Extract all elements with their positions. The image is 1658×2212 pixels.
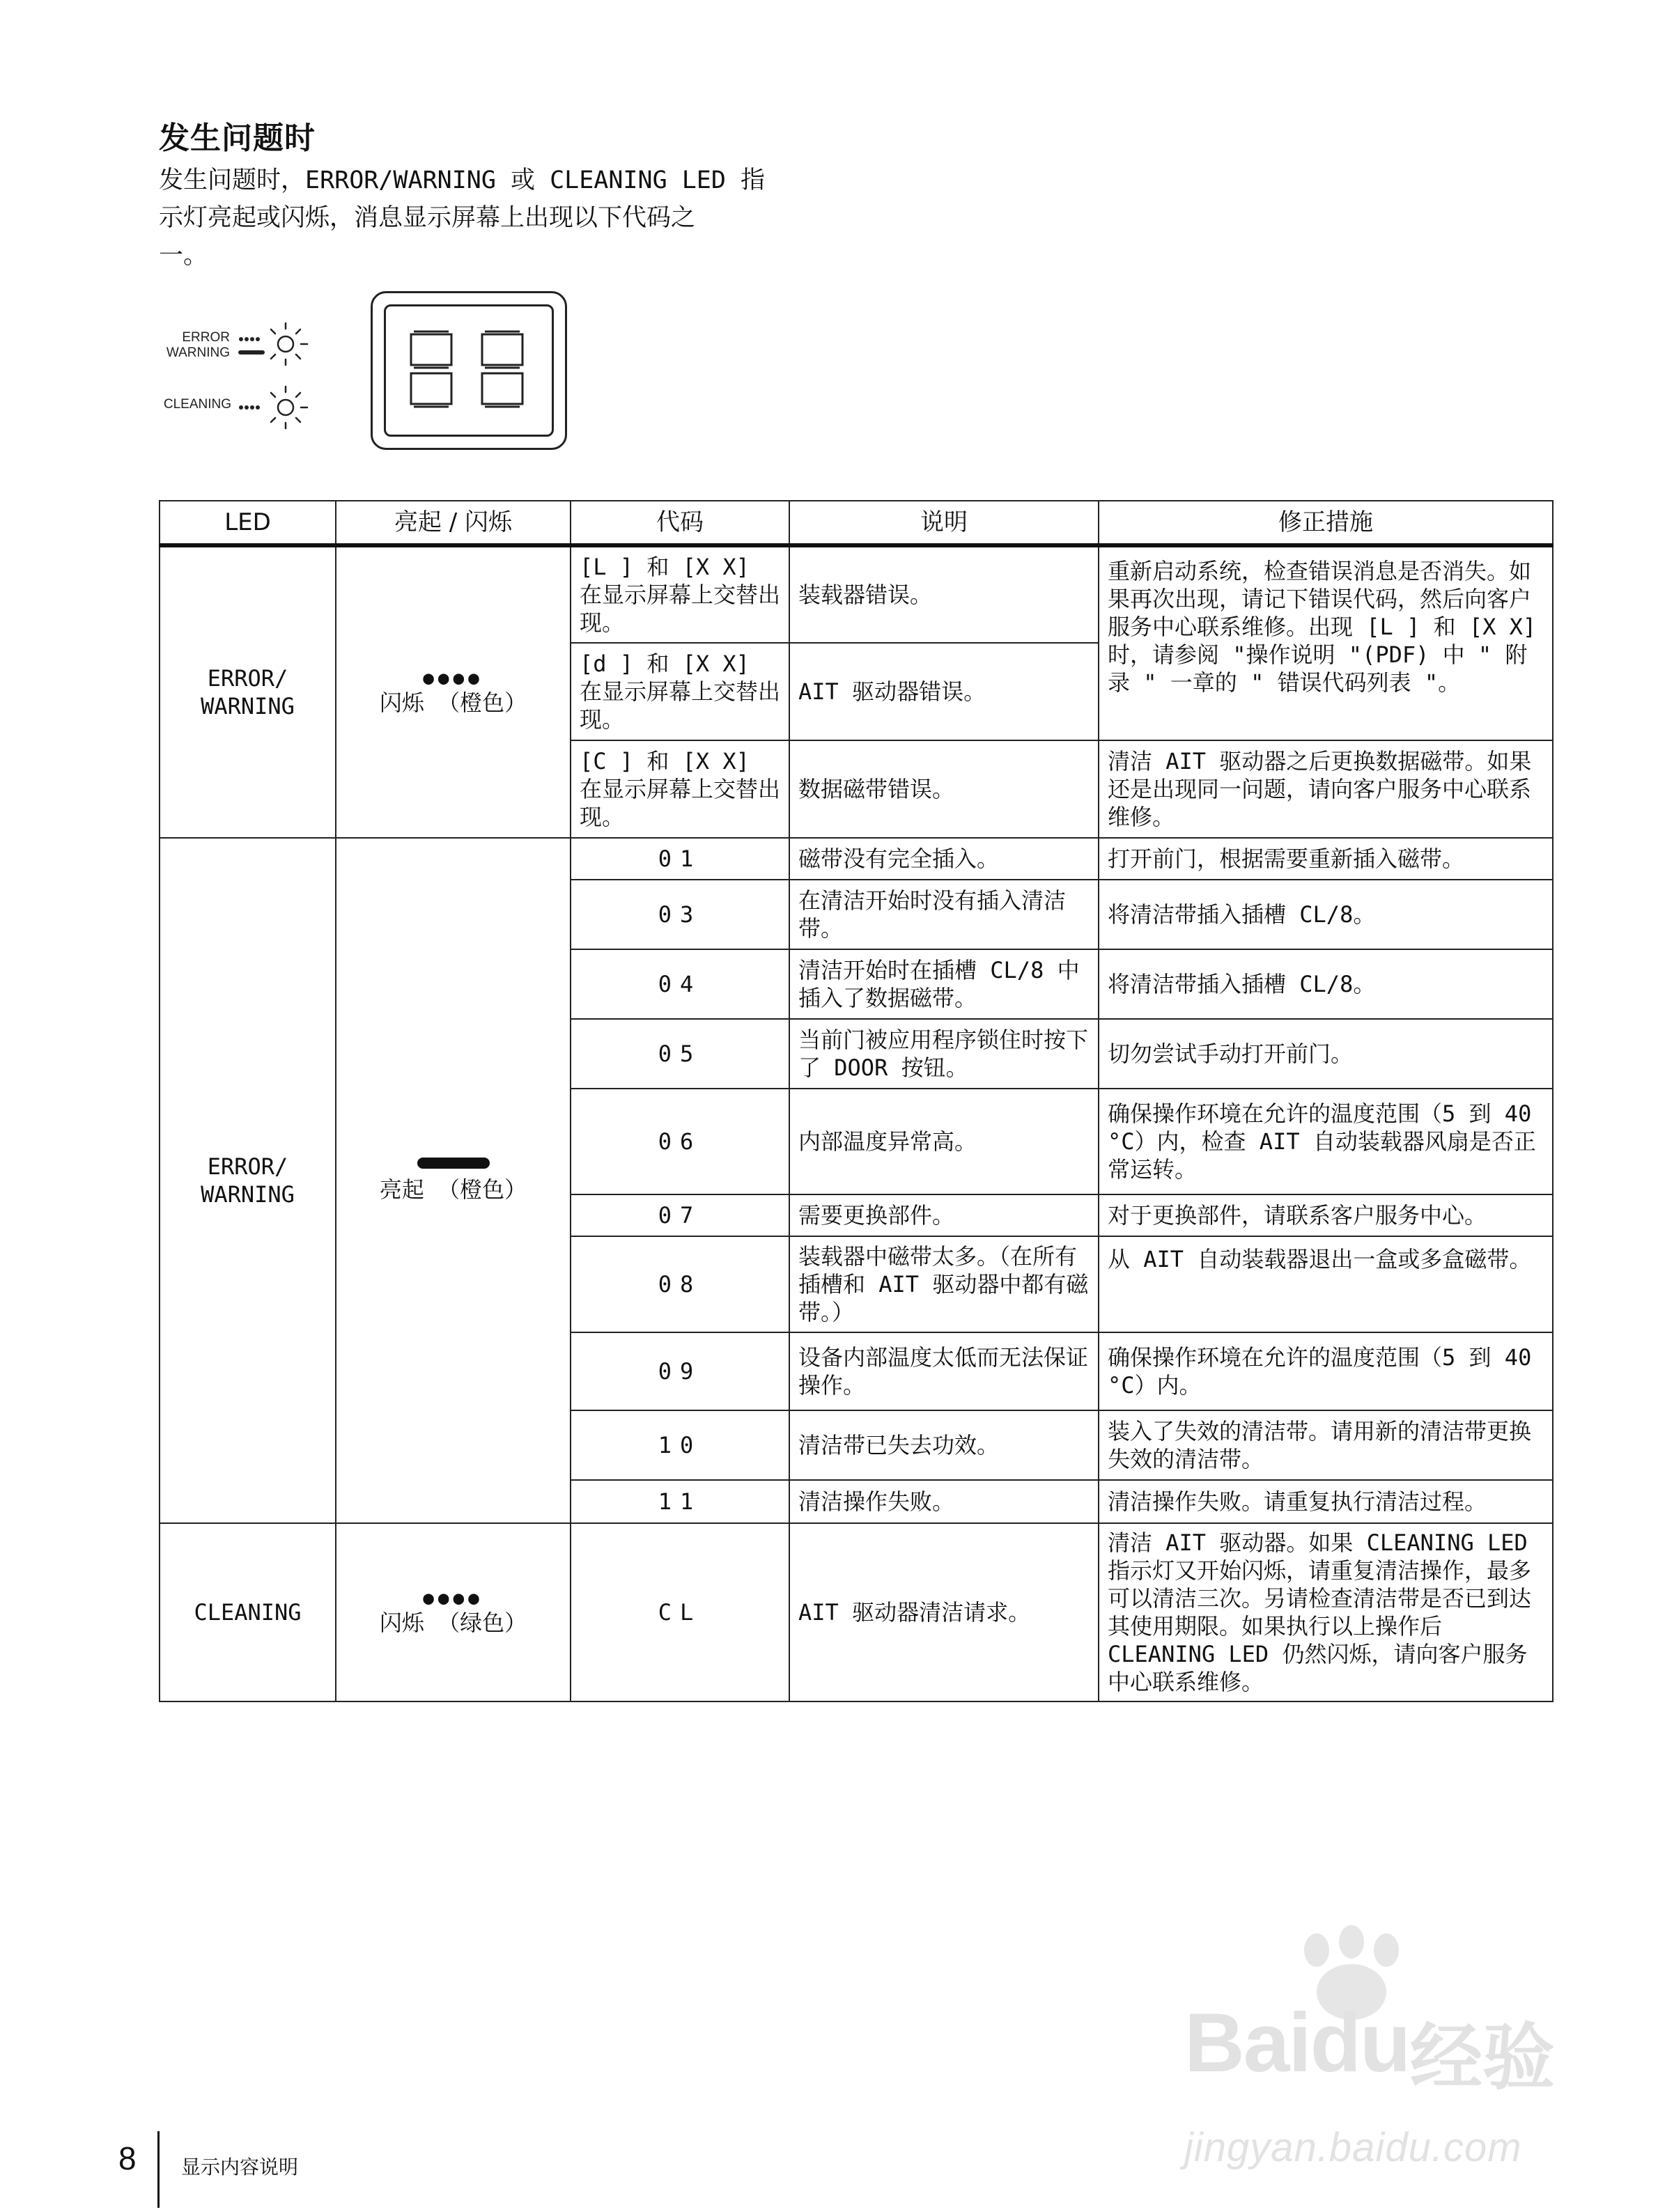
header-description: 说明 bbox=[789, 501, 1099, 545]
description-cell: 数据磁带错误。 bbox=[789, 740, 1099, 838]
table-header-row bbox=[160, 501, 1553, 545]
watermark-brand: Baidu bbox=[1184, 1996, 1410, 2089]
led-panel-figure bbox=[153, 286, 585, 460]
action-cell: 打开前门，根据需要重新插入磁带。 bbox=[1099, 838, 1553, 880]
description-cell: 内部温度异常高。 bbox=[789, 1089, 1099, 1194]
code-cell: 11 bbox=[571, 1480, 789, 1523]
description-cell: AIT 驱动器错误。 bbox=[789, 643, 1099, 740]
display-screen bbox=[371, 291, 567, 450]
description-cell: 清洁开始时在插槽 CL/8 中插入了数据磁带。 bbox=[789, 949, 1099, 1019]
code-cell: 10 bbox=[571, 1410, 789, 1480]
description-cell: 清洁带已失去功效。 bbox=[789, 1410, 1099, 1480]
state-label: 亮起 （橙色） bbox=[379, 1176, 527, 1203]
code-cell: 08 bbox=[571, 1236, 789, 1332]
blink-dots-icon: ●●●● bbox=[423, 668, 483, 689]
action-cell: 清洁操作失败。请重复执行清洁过程。 bbox=[1099, 1480, 1553, 1523]
led-cell: ERROR/ WARNING bbox=[160, 838, 336, 1523]
action-cell: 将清洁带插入插槽 CL/8。 bbox=[1099, 880, 1553, 949]
state-label: 闪烁 （绿色） bbox=[379, 1610, 527, 1636]
intro-line: 示灯亮起或闪烁，消息显示屏幕上出现以下代码之 bbox=[159, 204, 696, 232]
description-cell: 装载器错误。 bbox=[789, 545, 1099, 643]
description-cell: 当前门被应用程序锁住时按下了 DOOR 按钮。 bbox=[789, 1019, 1099, 1089]
footer-divider bbox=[157, 2131, 160, 2208]
action-cell: 确保操作环境在允许的温度范围（5 到 40 °C）内，检查 AIT 自动装载器风扇是否正常运转。 bbox=[1099, 1089, 1553, 1194]
action-cell: 切勿尝试手动打开前门。 bbox=[1099, 1019, 1553, 1089]
state-cell bbox=[336, 545, 571, 838]
led-indicators-icon bbox=[153, 286, 371, 460]
footer-section-title: 显示内容说明 bbox=[181, 2156, 299, 2179]
action-cell: 清洁 AIT 驱动器。如果 CLEANING LED 指示灯又开始闪烁，请重复清洁操作，最多可以清洁三次。另请检查清洁带是否已到达其使用期限。如果执行以上操作后 CLEANING LED 仍然闪烁，请向客户服务中心联系维修。 bbox=[1099, 1523, 1553, 1701]
action-cell: 将清洁带插入插槽 CL/8。 bbox=[1099, 949, 1553, 1019]
watermark-product: 经验 bbox=[1410, 2015, 1556, 2100]
intro-line: 一。 bbox=[159, 242, 208, 270]
led-label-warning: WARNING bbox=[166, 345, 230, 360]
led-label-cleaning: CLEANING bbox=[163, 397, 231, 412]
action-cell: 重新启动系统，检查错误消息是否消失。如果再次出现，请记下错误代码，然后向客户服务中心联系维修。出现 [L ] 和 [X X] 时，请参阅 "操作说明 "(PDF) 中 " 附录 " 一章的 " 错误代码列表 "。 bbox=[1099, 545, 1553, 740]
table-row bbox=[160, 1523, 1553, 1701]
code-cell: CL bbox=[571, 1523, 789, 1701]
state-cell bbox=[336, 838, 571, 1523]
description-cell: 装载器中磁带太多。（在所有插槽和 AIT 驱动器中都有磁带。） bbox=[789, 1236, 1099, 1332]
page-heading: 发生问题时 bbox=[159, 120, 316, 156]
table-row bbox=[160, 838, 1553, 880]
description-cell: AIT 驱动器清洁请求。 bbox=[789, 1523, 1099, 1701]
seven-segment-digits-icon bbox=[386, 306, 556, 439]
display-screen-inner bbox=[384, 304, 554, 437]
header-action: 修正措施 bbox=[1099, 501, 1553, 545]
intro-line: 发生问题时，ERROR/WARNING 或 CLEANING LED 指 bbox=[159, 166, 766, 194]
description-cell: 清洁操作失败。 bbox=[789, 1480, 1099, 1523]
action-cell: 装入了失效的清洁带。请用新的清洁带更换失效的清洁带。 bbox=[1099, 1410, 1553, 1480]
led-label-error: ERROR bbox=[182, 330, 230, 345]
action-cell: 对于更换部件，请联系客户服务中心。 bbox=[1099, 1194, 1553, 1236]
description-cell: 设备内部温度太低而无法保证操作。 bbox=[789, 1332, 1099, 1410]
watermark-url: jingyan.baidu.com bbox=[1184, 2125, 1522, 2170]
action-cell: 确保操作环境在允许的温度范围（5 到 40 °C）内。 bbox=[1099, 1332, 1553, 1410]
description-cell: 需要更换部件。 bbox=[789, 1194, 1099, 1236]
led-cell: ERROR/ WARNING bbox=[160, 545, 336, 838]
error-code-table bbox=[159, 500, 1554, 1702]
code-cell: 09 bbox=[571, 1332, 789, 1410]
description-cell: 磁带没有完全插入。 bbox=[789, 838, 1099, 880]
code-cell: 03 bbox=[571, 880, 789, 949]
code-cell: 05 bbox=[571, 1019, 789, 1089]
page-number: 8 bbox=[118, 2140, 137, 2176]
code-cell: [L ] 和 [X X] 在显示屏幕上交替出现。 bbox=[571, 545, 789, 643]
solid-bar-icon bbox=[417, 1158, 490, 1169]
code-cell: [C ] 和 [X X] 在显示屏幕上交替出现。 bbox=[571, 740, 789, 838]
header-code: 代码 bbox=[571, 501, 789, 545]
table-row bbox=[160, 545, 1553, 643]
code-cell: 04 bbox=[571, 949, 789, 1019]
code-cell: 07 bbox=[571, 1194, 789, 1236]
header-state: 亮起 / 闪烁 bbox=[336, 501, 571, 545]
action-cell: 清洁 AIT 驱动器之后更换数据磁带。如果还是出现同一问题，请向客户服务中心联系维修。 bbox=[1099, 740, 1553, 838]
code-cell: 01 bbox=[571, 838, 789, 880]
blink-dots-icon: ●●●● bbox=[423, 1588, 483, 1609]
code-cell: 06 bbox=[571, 1089, 789, 1194]
action-cell: 从 AIT 自动装载器退出一盒或多盒磁带。 bbox=[1099, 1236, 1553, 1332]
description-cell: 在清洁开始时没有插入清洁带。 bbox=[789, 880, 1099, 949]
state-cell bbox=[336, 1523, 571, 1701]
header-led: LED bbox=[160, 501, 336, 545]
intro-paragraph bbox=[159, 162, 828, 274]
code-cell: [d ] 和 [X X] 在显示屏幕上交替出现。 bbox=[571, 643, 789, 740]
led-cell: CLEANING bbox=[160, 1523, 336, 1701]
state-label: 闪烁 （橙色） bbox=[379, 690, 527, 716]
